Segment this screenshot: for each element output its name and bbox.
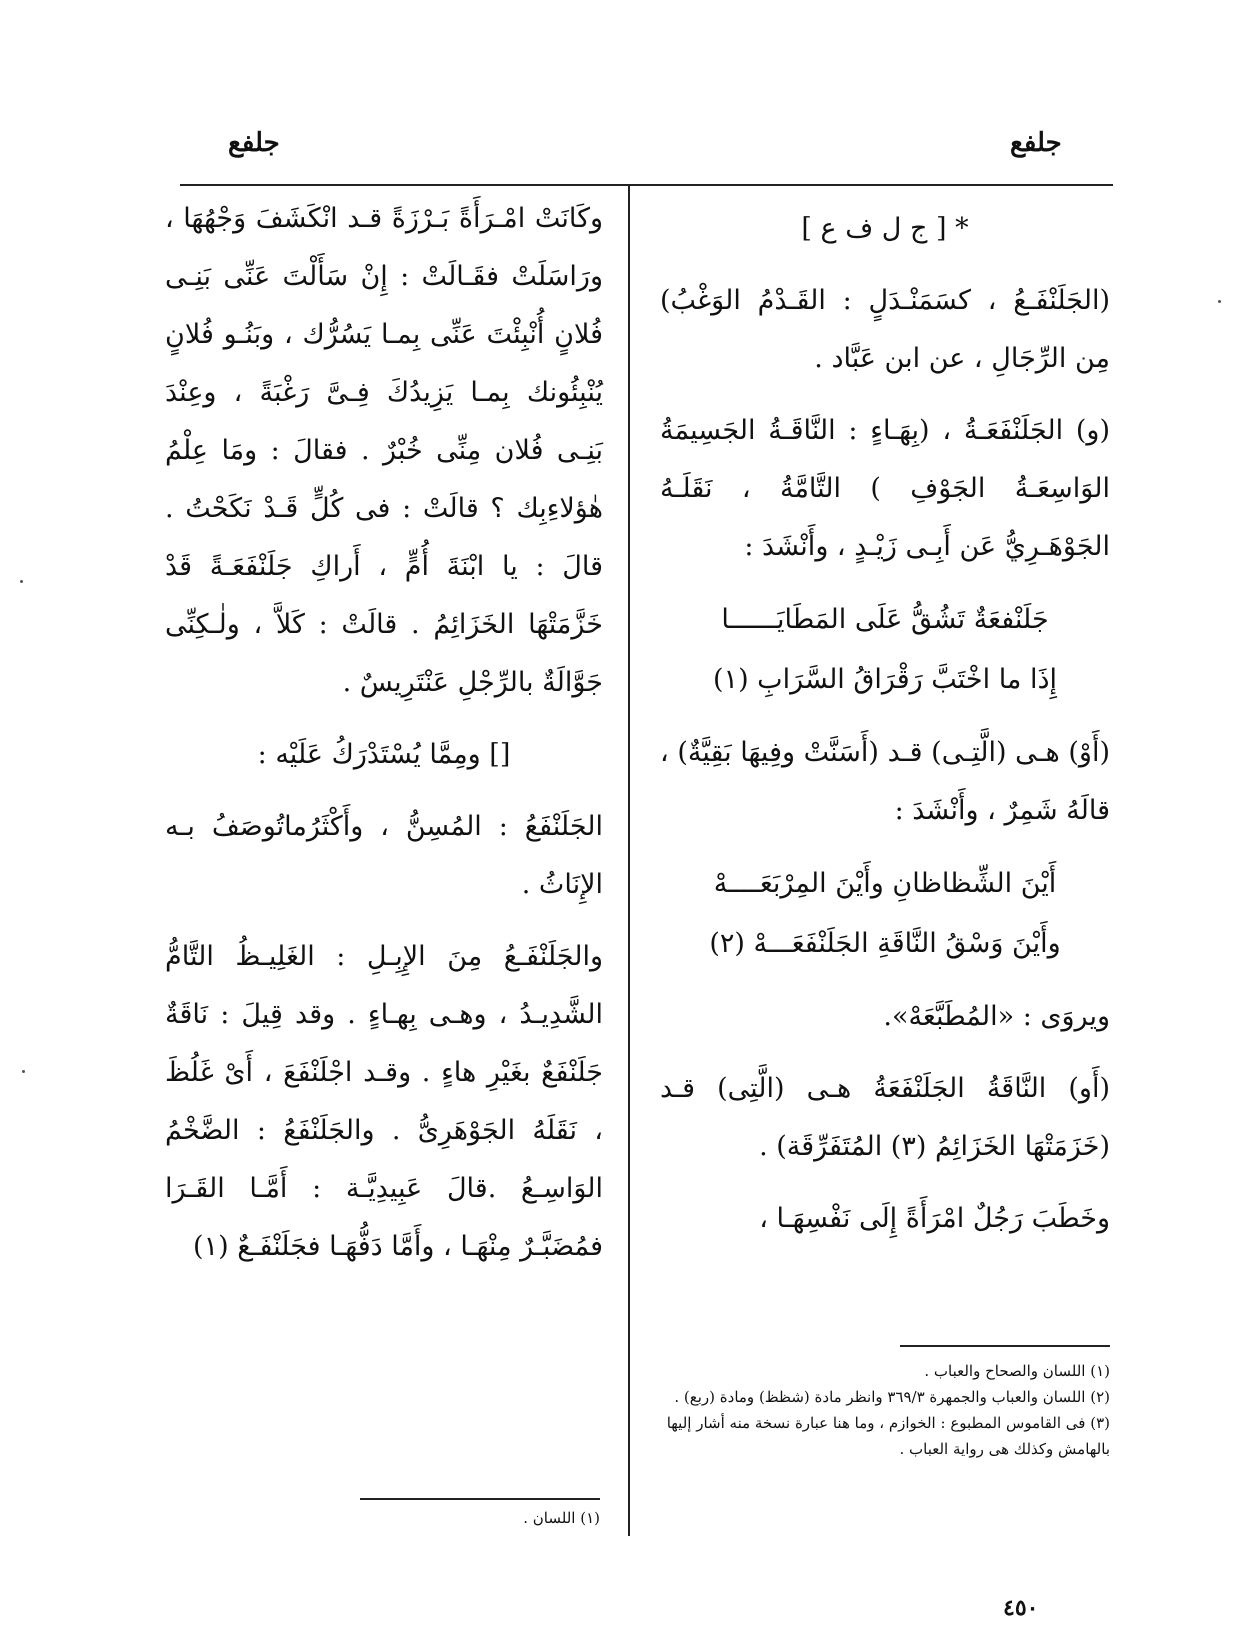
verse-line: أَيْنَ الشِّظاظانِ وأَيْنَ المِرْبَعَــــهْ [713,868,1057,899]
paragraph: ويروَى : «المُطَبَّعَهْ». [883,1001,1110,1032]
scan-speck [22,1070,25,1073]
footnotes-right [660,1358,1110,1462]
paragraph: (و) الجَلَنْفَعَـةُ ، (بِهَـاءٍ : النَّاقَـةُ الجَسِيمَةُ الوَاسِعَـةُ الجَوْفِ ) التَّامَّةُ ، نَقَلَـهُ الجَوْهَـرِيُّ عَن أَبِـى زَيْـدٍ ، وأَنْشَدَ : [660,415,1110,562]
footnotes-left [360,1505,600,1531]
verse-line: جَلَنْفعَةٌ تَشُقُّ عَلَى المَطَايَــــــا [721,604,1049,635]
footnote-rule [360,1498,600,1500]
right-column [660,200,1110,1262]
paragraph: وخَطَبَ رَجُلٌ امْرَأَةً إِلَى نَفْسِهَـا ، [759,1203,1110,1234]
running-head-right: جلفع [1010,128,1062,158]
paragraph: وكَانَتْ امْـرَأَةً بَـرْزَةً قـد انْكَشَفَ وَجْهُهَا ، ورَاسَلَتْ فقَـالَتْ : إِنْ سَأَلْتَ عَنِّى بَنِـى فُلانٍ أُنْبِئْتَ عَنِّى بِمـا يَسُرُّك ، وبَنُـو فُلانٍ يُنْبِئُونك بِمـا يَزِيدُكَ فِـىَّ رَغْبَةً ، وعِنْدَ بَنِـى فُلان مِنِّى خُبْرٌ . فقالَ : ومَا عِلْمُ هٰؤلاءِبِك ؟ قالَتْ : فى كُلٍّ قَـدْ نَكَحْتُ . قالَ : يا ابْنَةَ أُمٍّ ، أَراكِ جَلَنْفَعَـةً قَدْ خَزَّمَتْهَا الخَزَائِمُ . قالَتْ : كَلاَّ ، ولٰـكِنِّى جَوَّالَةٌ بالرِّجْلِ عَنْتَرِيسٌ . [165,203,603,698]
column-divider [628,186,630,1536]
running-head-left: جلفع [228,128,280,158]
paragraph: (الجَلَنْفَـعُ ، كسَمَنْـدَلٍ : القَـدْمُ الوَغْبُ) مِن الرِّجَالِ ، عن ابن عَبَّاد . [660,285,1110,374]
root-heading: * [ ج ل ف ع ] [801,213,969,244]
footnote-rule [900,1345,1110,1347]
header-rule [180,184,1113,186]
paragraph: (أَو) النَّاقَةُ الجَلَنْفَعَةُ هـى (الَّتِى) قـد (خَزَمَتْهَا الخَزَائِمُ (٣) المُتَفَرِّقَة) . [660,1073,1110,1162]
paragraph: (أَوْ) هـى (الَّتِـى) قـد (أَسَنَّتْ وفِيهَا بَقِيَّةٌ) ، قالَهُ شَمِرٌ ، وأَنْشَدَ : [660,737,1110,826]
verse [660,854,1110,974]
paragraph: والجَلَنْفَـعُ مِنَ الإِبِـلِ : الغَلِيـظُ التَّامُّ الشَّدِيـدُ ، وهـى بِهـاءٍ . وقد قِيلَ : نَاقَةٌ جَلَنْفَعٌ بغَيْرِ هاءٍ . وقـد اجْلَنْفَعَ ، أَىْ غَلُظَ ، نَقَلَهُ الجَوْهَرِىُّ . والجَلَنْفَعُ : الضَّخْمُ الوَاسِـعُ .قالَ عَبِيدِيَّـة : أَمَّـا القَـرَا فمُضَبَّـرٌ مِنْهَـا ، وأَمَّا دَفُّهَـا فجَلَنْفَـعٌ (١) [165,941,603,1262]
footnote: (٣) فى القاموس المطبوع : الخوازم ، وما هنا عبارة نسخة منه أشار إليها بالهامش وكذلك هى رواية العباب . [666,1414,1110,1458]
verse-line: إِذَا ما اخْتَبَّ رَقْرَاقُ السَّرَابِ (١) [713,664,1057,695]
footnote: (١) اللسان والصحاح والعباب . [924,1362,1110,1380]
page-number: ٤٥٠ [1003,1595,1039,1621]
scan-speck [20,580,23,583]
verse-line: وأَيْنَ وَسْقُ النَّاقَةِ الجَلَنْفَعَـــهْ (٢) [709,928,1061,959]
bracket-line: [] ومِمَّا يُسْتَدْرَكُ عَلَيْه : [257,739,511,770]
scan-speck [1218,300,1221,303]
footnote: (٢) اللسان والعباب والجمهرة ٣٦٩/٣ وانظر مادة (شظظ) ومادة (ربع) . [674,1388,1110,1406]
verse [660,590,1110,710]
footnote: (١) اللسان . [523,1509,600,1527]
left-column [165,190,603,1290]
paragraph: الجَلَنْفَعُ : المُسِنُّ ، وأَكْثَرُماتُوصَفُ بـه الإِنَاثُ . [165,811,603,900]
